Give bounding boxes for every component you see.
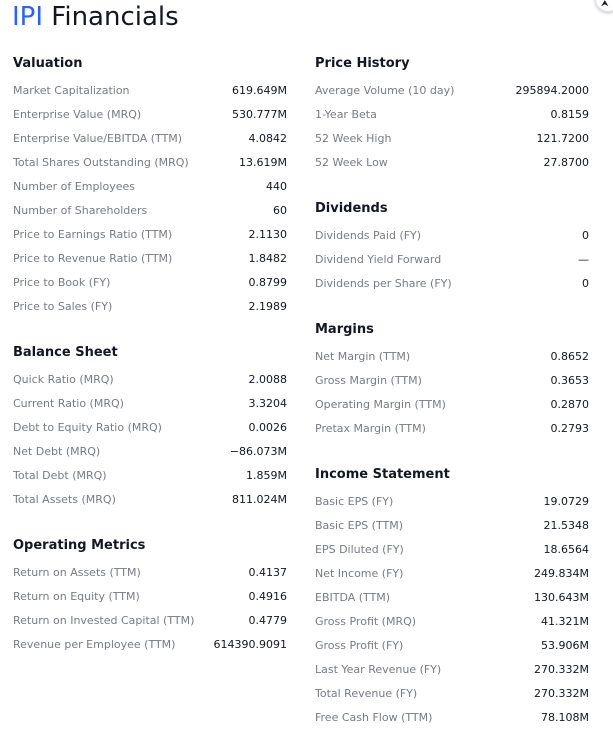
metric-label: Total Revenue (FY): [315, 686, 418, 700]
metric-label: Price to Revenue Ratio (TTM): [13, 251, 173, 265]
corner-button[interactable]: ⮝: [595, 0, 613, 12]
metric-row: [315, 78, 589, 102]
metric-row: [315, 585, 589, 609]
metric-value: 0.4916: [248, 589, 287, 603]
metric-row: [13, 198, 287, 222]
metric-row: [13, 102, 287, 126]
metric-label: Number of Employees: [13, 179, 135, 193]
metric-row: [315, 705, 589, 729]
section-title: Income Statement: [315, 467, 450, 482]
metric-value: 18.6564: [543, 542, 589, 556]
metric-value: 2.0088: [248, 372, 287, 386]
metric-value: 0.2870: [550, 397, 589, 411]
metric-value: 249.834M: [534, 566, 589, 580]
metric-row: [315, 150, 589, 174]
metric-value: 4.0842: [248, 131, 287, 145]
metric-row: [315, 247, 589, 271]
metric-row: [13, 560, 287, 584]
metric-value: 614390.9091: [213, 637, 287, 651]
metric-row: [13, 439, 287, 463]
metric-label: Net Income (FY): [315, 566, 404, 580]
section-title: Balance Sheet: [13, 345, 118, 360]
metric-row: [13, 78, 287, 102]
metric-value: 0.4137: [248, 565, 287, 579]
metric-label: Return on Assets (TTM): [13, 565, 141, 579]
metric-row: [315, 223, 589, 247]
metric-label: Last Year Revenue (FY): [315, 662, 442, 676]
metric-row: [13, 294, 287, 318]
metric-value: 53.906M: [541, 638, 589, 652]
metric-row: [315, 416, 589, 440]
metric-value: 0.8159: [550, 107, 589, 121]
metric-label: Gross Profit (FY): [315, 638, 404, 652]
metric-label: Operating Margin (TTM): [315, 397, 446, 411]
metric-label: Gross Margin (TTM): [315, 373, 422, 387]
section-price-history: [315, 54, 589, 174]
metric-label: Return on Invested Capital (TTM): [13, 613, 195, 627]
metric-value: 0.3653: [550, 373, 589, 387]
metric-value: 530.777M: [232, 107, 287, 121]
metric-row: [315, 609, 589, 633]
metric-label: Number of Shareholders: [13, 203, 148, 217]
metric-row: [315, 537, 589, 561]
metric-row: [13, 222, 287, 246]
page-title-text: Financials: [51, 2, 179, 32]
metric-value: 0: [582, 228, 589, 242]
section-dividends: [315, 199, 589, 295]
metric-row: [13, 391, 287, 415]
metric-value: 0.0026: [248, 420, 287, 434]
metric-row: [315, 513, 589, 537]
metric-value: 78.108M: [541, 710, 589, 724]
metric-row: [13, 126, 287, 150]
metric-label: Debt to Equity Ratio (MRQ): [13, 420, 162, 434]
metric-label: Price to Book (FY): [13, 275, 111, 289]
metric-row: [315, 126, 589, 150]
metric-label: Dividends per Share (FY): [315, 276, 452, 290]
metric-row: [315, 102, 589, 126]
metric-label: Total Assets (MRQ): [13, 492, 116, 506]
metric-label: Price to Earnings Ratio (TTM): [13, 227, 173, 241]
section-balance-sheet: [13, 343, 287, 511]
metric-label: Market Capitalization: [13, 83, 130, 97]
metric-label: Price to Sales (FY): [13, 299, 113, 313]
metric-value: 3.3204: [248, 396, 287, 410]
metric-value: 811.024M: [232, 492, 287, 506]
metric-value: 2.1989: [248, 299, 287, 313]
section-operating-metrics: [13, 536, 287, 656]
metric-row: [13, 584, 287, 608]
metric-value: 0.8652: [550, 349, 589, 363]
section-title: Valuation: [13, 56, 83, 71]
metric-value: 0: [582, 276, 589, 290]
section-title: Price History: [315, 56, 410, 71]
metric-row: [13, 150, 287, 174]
page-title: [12, 0, 179, 34]
metric-row: [315, 561, 589, 585]
metric-value: 60: [273, 203, 287, 217]
metric-label: Net Debt (MRQ): [13, 444, 101, 458]
metric-row: [315, 271, 589, 295]
metric-label: Net Margin (TTM): [315, 349, 411, 363]
metric-value: −86.073M: [229, 444, 287, 458]
metric-value: 0.2793: [550, 421, 589, 435]
metric-label: EBITDA (TTM): [315, 590, 391, 604]
metric-value: 0.4779: [248, 613, 287, 627]
section-income-statement: [315, 465, 589, 729]
metric-label: Quick Ratio (MRQ): [13, 372, 114, 386]
metric-value: 41.321M: [541, 614, 589, 628]
metric-label: Basic EPS (TTM): [315, 518, 403, 532]
right-column: [315, 54, 589, 754]
metric-label: Basic EPS (FY): [315, 494, 394, 508]
metric-row: [13, 174, 287, 198]
metric-value: 619.649M: [232, 83, 287, 97]
metric-row: [315, 633, 589, 657]
metric-label: 52 Week High: [315, 131, 392, 145]
metric-row: [13, 246, 287, 270]
section-title: Operating Metrics: [13, 538, 146, 553]
metric-value: 13.619M: [239, 155, 287, 169]
metric-value: 27.8700: [543, 155, 589, 169]
metric-value: 1.859M: [246, 468, 287, 482]
metric-label: Current Ratio (MRQ): [13, 396, 124, 410]
left-column: [13, 54, 287, 681]
metric-row: [13, 608, 287, 632]
metric-row: [13, 487, 287, 511]
metric-value: 121.7200: [536, 131, 589, 145]
metric-row: [315, 681, 589, 705]
metric-label: Enterprise Value (MRQ): [13, 107, 142, 121]
metric-value: 270.332M: [534, 686, 589, 700]
metric-value: —: [578, 252, 589, 266]
metric-label: Dividends Paid (FY): [315, 228, 422, 242]
metric-value: 21.5348: [543, 518, 589, 532]
metric-value: 270.332M: [534, 662, 589, 676]
metric-row: [13, 463, 287, 487]
metric-value: 295894.2000: [515, 83, 589, 97]
section-title: Dividends: [315, 201, 388, 216]
section-margins: [315, 320, 589, 440]
metric-label: Return on Equity (TTM): [13, 589, 140, 603]
metric-row: [13, 270, 287, 294]
metric-row: [315, 392, 589, 416]
metric-row: [13, 415, 287, 439]
metric-label: Enterprise Value/EBITDA (TTM): [13, 131, 183, 145]
metric-row: [315, 368, 589, 392]
metric-label: Total Debt (MRQ): [13, 468, 107, 482]
metric-label: 1-Year Beta: [315, 107, 377, 121]
metric-value: 19.0729: [543, 494, 589, 508]
metric-row: [315, 489, 589, 513]
metric-label: Total Shares Outstanding (MRQ): [13, 155, 189, 169]
metric-label: Pretax Margin (TTM): [315, 421, 426, 435]
section-valuation: [13, 54, 287, 318]
metric-row: [13, 367, 287, 391]
metric-value: 130.643M: [534, 590, 589, 604]
metric-label: Revenue per Employee (TTM): [13, 637, 176, 651]
metric-value: 0.8799: [248, 275, 287, 289]
section-title: Margins: [315, 322, 374, 337]
metric-row: [315, 344, 589, 368]
metric-row: [13, 632, 287, 656]
metric-label: Average Volume (10 day): [315, 83, 455, 97]
metric-label: Dividend Yield Forward: [315, 252, 442, 266]
metric-row: [315, 657, 589, 681]
metric-label: EPS Diluted (FY): [315, 542, 404, 556]
metric-label: Free Cash Flow (TTM): [315, 710, 433, 724]
metric-value: 1.8482: [248, 251, 287, 265]
metric-label: Gross Profit (MRQ): [315, 614, 417, 628]
ticker-symbol: IPI: [12, 2, 44, 32]
metric-label: 52 Week Low: [315, 155, 388, 169]
metric-value: 440: [266, 179, 287, 193]
metric-value: 2.1130: [248, 227, 287, 241]
